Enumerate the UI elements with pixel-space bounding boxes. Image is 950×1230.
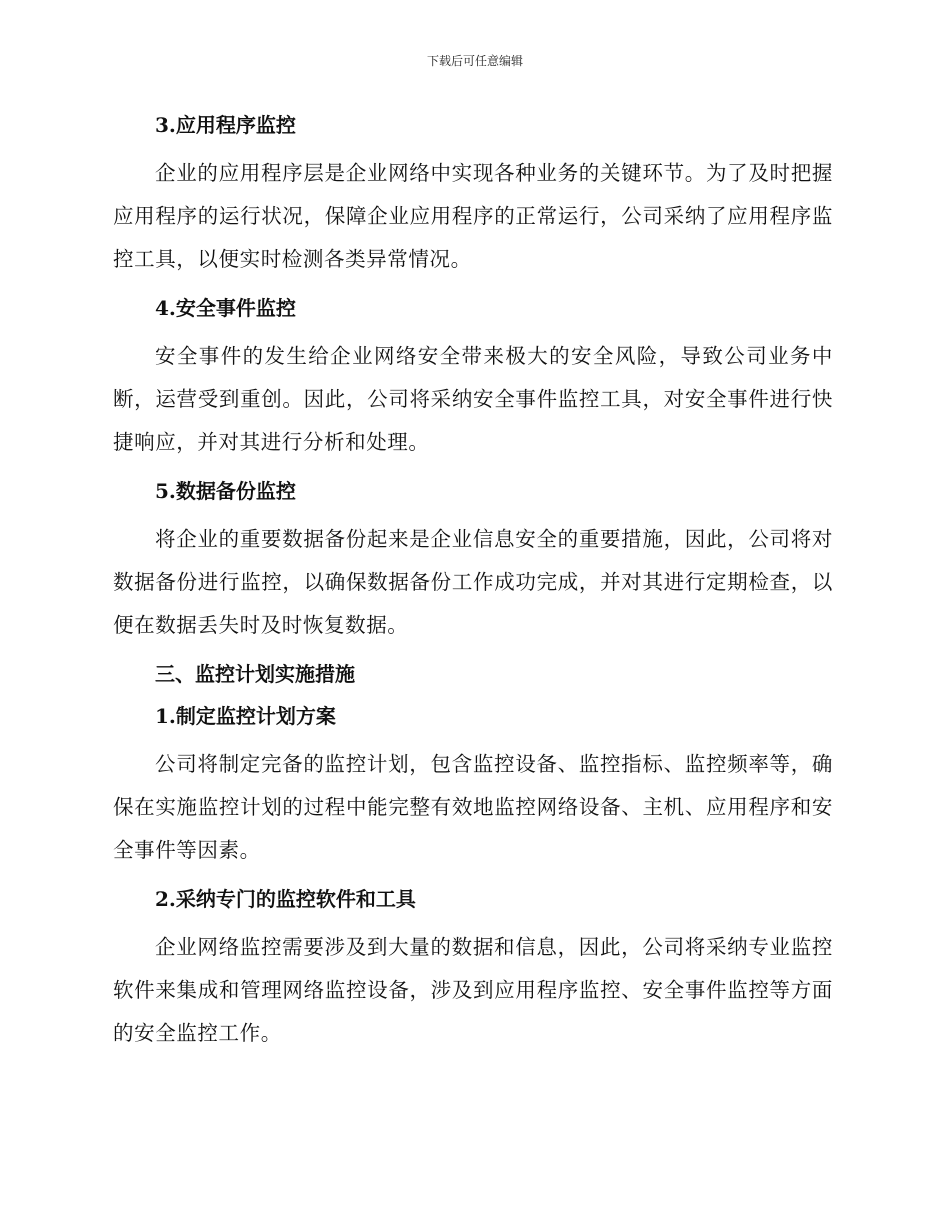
header-note: 下载后可任意编辑 (426, 54, 523, 68)
section-heading-monitoring-plan: 1.制定监控计划方案 (155, 704, 336, 728)
paragraph-monitoring-plan: 公司将制定完备的监控计划，包含监控设备、监控指标、监控频率等，确保在实施监控计划的过程中能完整有效地监控网络设备、主机、应用程序和安全事件等因素。 (113, 752, 833, 862)
paragraph-data-backup-monitoring: 将企业的重要数据备份起来是企业信息安全的重要措施，因此，公司将对数据备份进行监控，以确保数据备份工作成功完成，并对其进行定期检查，以便在数据丢失时及时恢复数据。 (113, 527, 833, 637)
section-heading-app-monitoring: 3.应用程序监控 (155, 113, 296, 137)
document-body (113, 110, 833, 1067)
section-heading-monitoring-software: 2.采纳专门的监控软件和工具 (155, 887, 416, 911)
paragraph-app-monitoring: 企业的应用程序层是企业网络中实现各种业务的关键环节。为了及时把握应用程序的运行状况，保障企业应用程序的正常运行，公司采纳了应用程序监控工具，以便实时检测各类异常情况。 (113, 161, 833, 271)
section-heading-security-event-monitoring: 4.安全事件监控 (155, 296, 296, 320)
chapter-heading-implementation-measures: 三、监控计划实施措施 (155, 662, 355, 686)
paragraph-security-event-monitoring: 安全事件的发生给企业网络安全带来极大的安全风险，导致公司业务中断，运营受到重创。因此，公司将采纳安全事件监控工具，对安全事件进行快捷响应，并对其进行分析和处理。 (113, 344, 833, 454)
section-heading-data-backup-monitoring: 5.数据备份监控 (155, 479, 296, 503)
paragraph-monitoring-software: 企业网络监控需要涉及到大量的数据和信息，因此，公司将采纳专业监控软件来集成和管理网络监控设备，涉及到应用程序监控、安全事件监控等方面的安全监控工作。 (113, 935, 833, 1045)
